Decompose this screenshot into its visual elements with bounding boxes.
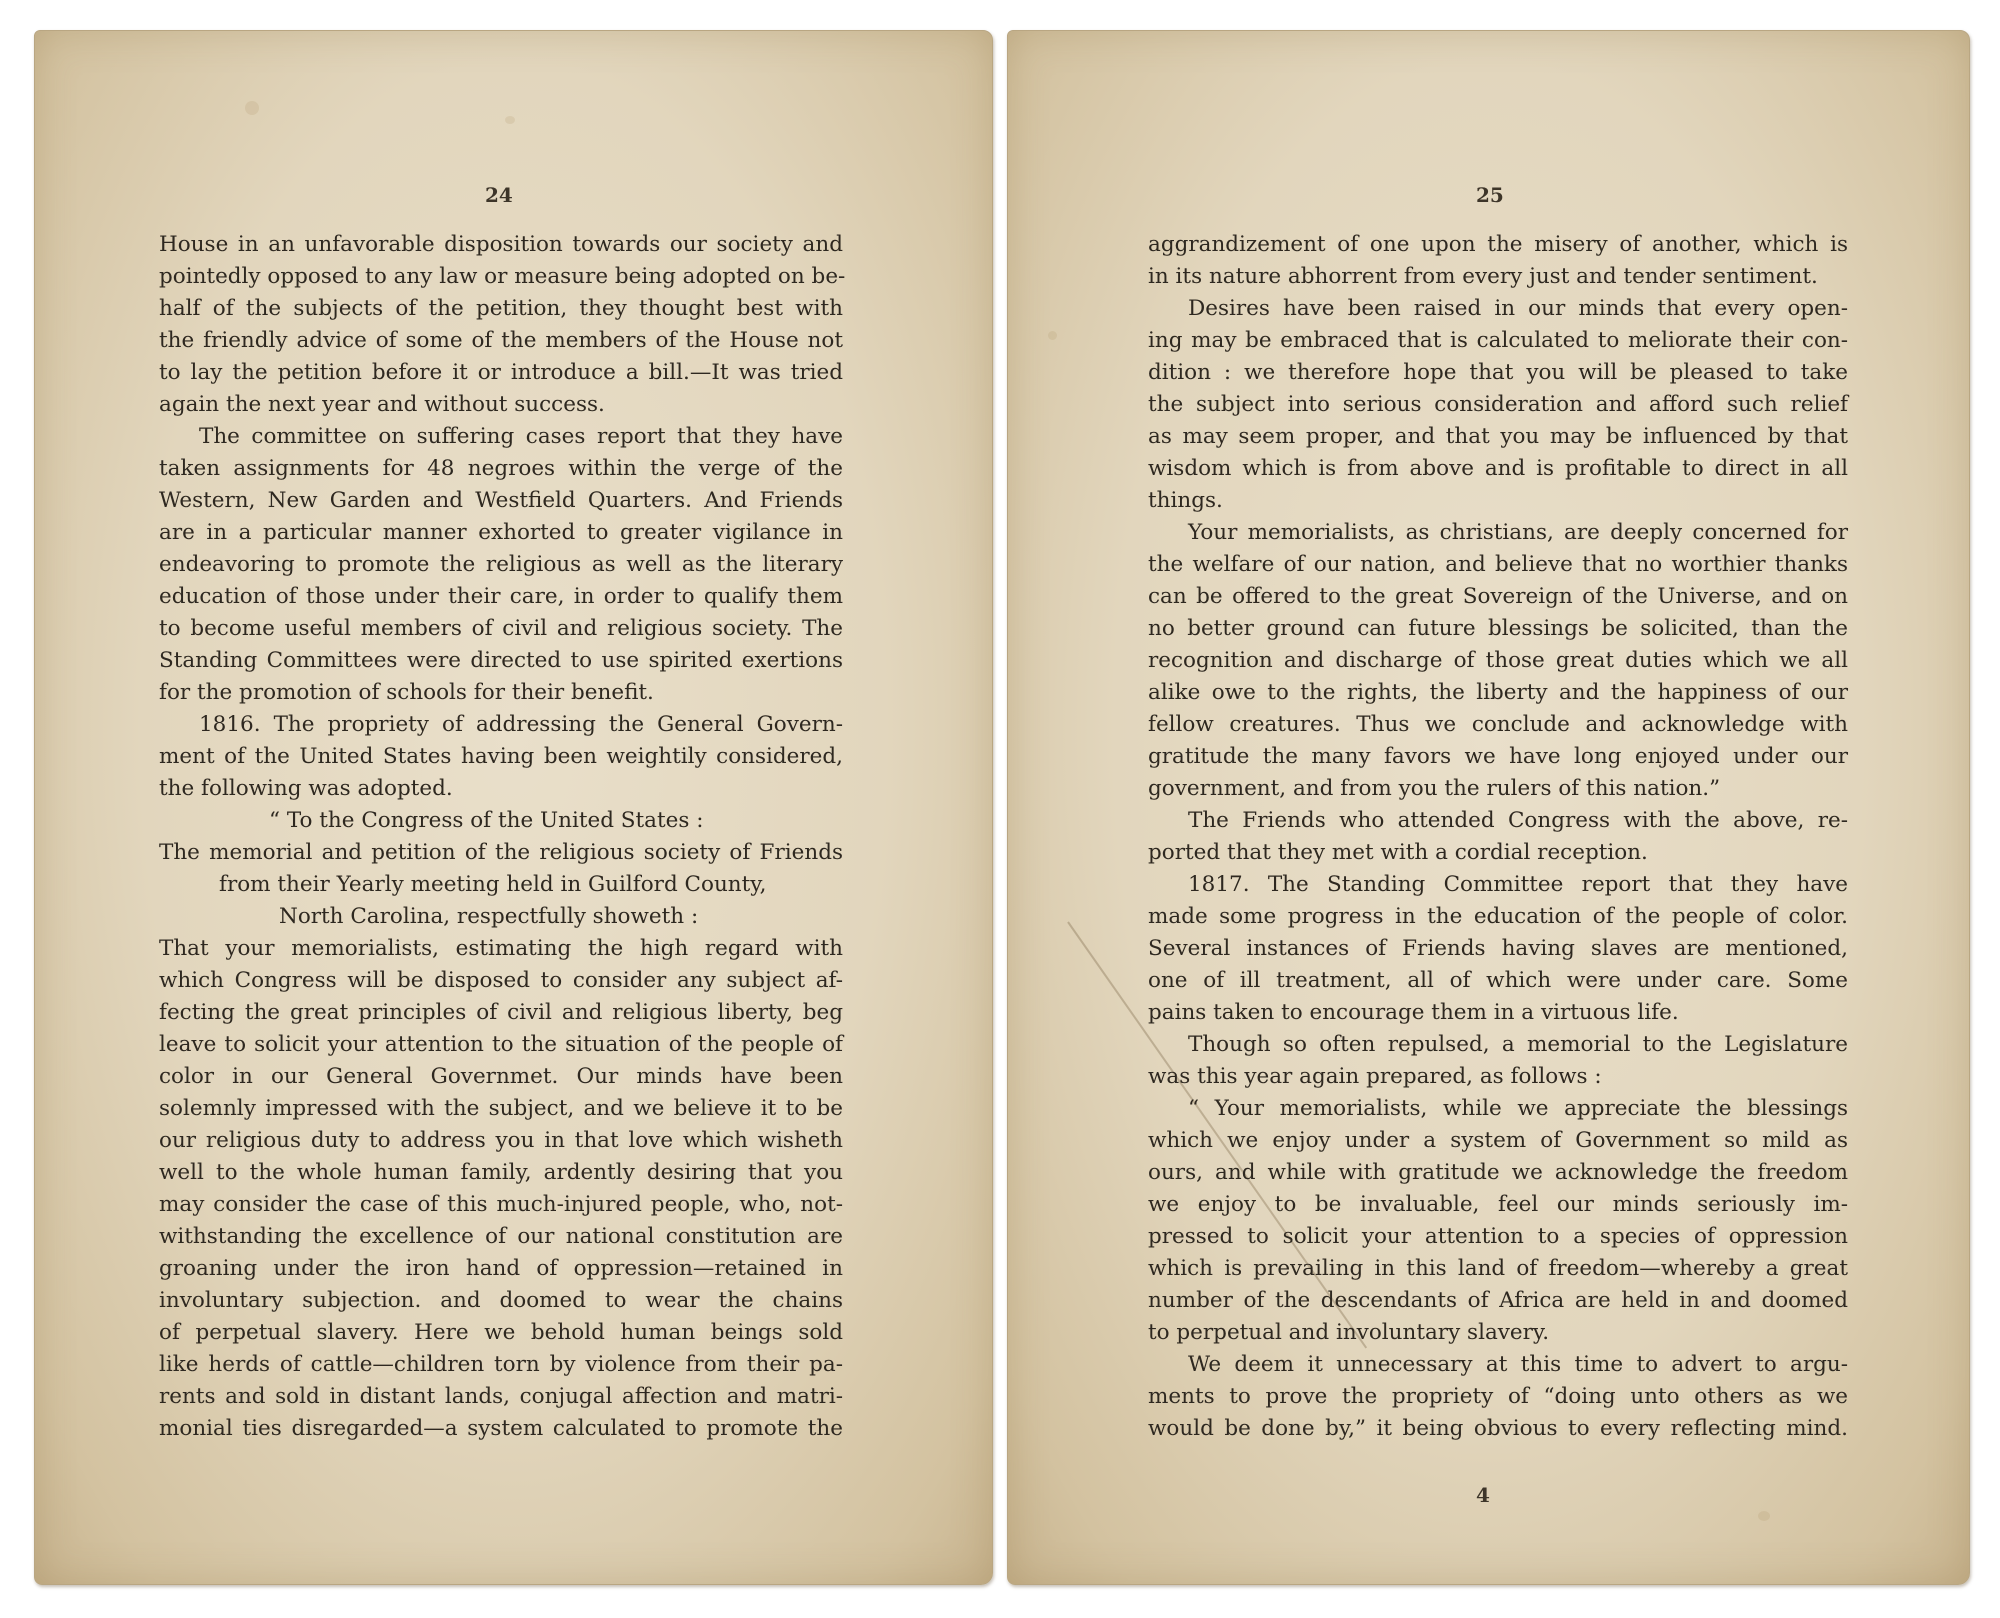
text-line: well to the whole human family, ardently desiring that you: [159, 1160, 843, 1185]
paper-stain: [1048, 331, 1057, 340]
text-line: Though so often repulsed, a memorial to the Legislature: [1188, 1032, 1848, 1057]
paper-stain: [1758, 1511, 1770, 1521]
text-line: Standing Committees were directed to use spirited exertions: [159, 648, 843, 673]
text-line: color in our General Governmet. Our minds have been: [159, 1064, 843, 1089]
text-line: was this year again prepared, as follows :: [1148, 1064, 1602, 1089]
text-line: monial ties disregarded—a system calculated to promote the: [159, 1416, 843, 1441]
text-line: House in an unfavorable disposition towards our society and: [159, 232, 843, 257]
text-line: to perpetual and involuntary slavery.: [1148, 1320, 1550, 1345]
text-line: taken assignments for 48 negroes within the verge of the: [159, 456, 843, 481]
text-line: we enjoy to be invaluable, feel our minds seriously im-: [1148, 1192, 1848, 1217]
text-line: of perpetual slavery. Here we behold human beings sold: [159, 1320, 843, 1345]
text-line: pains taken to encourage them in a virtuous life.: [1148, 1000, 1679, 1025]
text-line: the friendly advice of some of the members of the House not: [159, 328, 843, 353]
text-line: one of ill treatment, all of which were under care. Some: [1148, 968, 1848, 993]
text-line: Western, New Garden and Westfield Quarters. And Friends: [159, 488, 843, 513]
text-line: leave to solicit your attention to the situation of the people of: [159, 1032, 843, 1057]
right-page: [1007, 30, 1970, 1585]
text-line: Your memorialists, as christians, are deeply concerned for: [1188, 520, 1848, 545]
text-line: from their Yearly meeting held in Guilford County,: [219, 872, 767, 897]
text-line: which Congress will be disposed to consider any subject af-: [159, 968, 843, 993]
text-line: endeavoring to promote the religious as well as the literary: [159, 552, 843, 577]
text-line: which is prevailing in this land of freedom—whereby a great: [1148, 1256, 1848, 1281]
text-line: The Friends who attended Congress with the above, re-: [1188, 808, 1848, 833]
text-line: “ To the Congress of the United States :: [269, 808, 704, 833]
text-line: fecting the great principles of civil and religious liberty, beg: [159, 1000, 843, 1025]
paper-stain: [245, 101, 259, 115]
text-line: the subject into serious consideration and afford such relief: [1148, 392, 1848, 417]
text-line: groaning under the iron hand of oppression—retained in: [159, 1256, 843, 1281]
page-number: 25: [1476, 183, 1504, 207]
text-line: Several instances of Friends having slaves are mentioned,: [1148, 936, 1848, 961]
text-line: government, and from you the rulers of this nation.”: [1148, 776, 1721, 801]
text-line: The memorial and petition of the religious society of Friends: [159, 840, 843, 865]
text-line: pointedly opposed to any law or measure being adopted on be-: [159, 264, 846, 289]
text-line: to become useful members of civil and religious society. The: [159, 616, 843, 641]
text-line: to lay the petition before it or introduce a bill.—It was tried: [159, 360, 843, 385]
text-line: The committee on suffering cases report that they have: [199, 424, 843, 449]
text-line: no better ground can future blessings be solicited, than the: [1148, 616, 1848, 641]
text-line: for the promotion of schools for their benefit.: [159, 680, 654, 705]
text-line: number of the descendants of Africa are held in and doomed: [1148, 1288, 1848, 1313]
text-line: ours, and while with gratitude we acknowledge the freedom: [1148, 1160, 1848, 1185]
text-line: the welfare of our nation, and believe that no worthier thanks: [1148, 552, 1848, 577]
text-line: half of the subjects of the petition, they thought best with: [159, 296, 843, 321]
text-line: ment of the United States having been weightily considered,: [159, 744, 843, 769]
paper-stain: [505, 116, 515, 124]
text-line: alike owe to the rights, the liberty and the happiness of our: [1148, 680, 1848, 705]
text-line: Desires have been raised in our minds that every open-: [1188, 296, 1848, 321]
text-line: our religious duty to address you in that love which wisheth: [159, 1128, 843, 1153]
text-line: made some progress in the education of the people of color.: [1148, 904, 1848, 929]
text-line: ing may be embraced that is calculated to meliorate their con-: [1148, 328, 1848, 353]
text-line: ments to prove the propriety of “doing unto others as we: [1148, 1384, 1848, 1409]
page-text-block: [1148, 229, 1848, 1445]
signature-mark: 4: [1476, 1483, 1490, 1507]
text-line: again the next year and without success.: [159, 392, 605, 417]
text-line: 1816. The propriety of addressing the General Govern-: [199, 712, 843, 737]
text-line: pressed to solicit your attention to a species of oppression: [1148, 1224, 1848, 1249]
text-line: aggrandizement of one upon the misery of another, which is: [1148, 232, 1848, 257]
text-line: fellow creatures. Thus we conclude and acknowledge with: [1148, 712, 1848, 737]
text-line: like herds of cattle—children torn by violence from their pa-: [159, 1352, 843, 1377]
text-line: are in a particular manner exhorted to greater vigilance in: [159, 520, 843, 545]
text-line: dition : we therefore hope that you will be pleased to take: [1148, 360, 1848, 385]
text-line: gratitude the many favors we have long enjoyed under our: [1148, 744, 1848, 769]
text-line: 1817. The Standing Committee report that they have: [1188, 872, 1848, 897]
text-line: would be done by,” it being obvious to every reflecting mind.: [1148, 1416, 1848, 1441]
text-line: may consider the case of this much-injured people, who, not-: [159, 1192, 843, 1217]
text-line: We deem it unnecessary at this time to advert to argu-: [1188, 1352, 1848, 1377]
text-line: can be offered to the great Sovereign of the Universe, and on: [1148, 584, 1848, 609]
text-line: involuntary subjection. and doomed to wear the chains: [159, 1288, 843, 1313]
text-line: withstanding the excellence of our national constitution are: [159, 1224, 843, 1249]
text-line: solemnly impressed with the subject, and we believe it to be: [159, 1096, 843, 1121]
text-line: education of those under their care, in order to qualify them: [159, 584, 843, 609]
text-line: as may seem proper, and that you may be influenced by that: [1148, 424, 1848, 449]
page-text-block: [159, 229, 846, 1445]
text-line: North Carolina, respectfully showeth :: [279, 904, 699, 929]
text-line: wisdom which is from above and is profitable to direct in all: [1148, 456, 1848, 481]
text-line: the following was adopted.: [159, 776, 453, 801]
text-line: things.: [1148, 488, 1223, 513]
page-number: 24: [485, 183, 513, 207]
left-page: [34, 30, 993, 1585]
text-line: ported that they met with a cordial reception.: [1148, 840, 1648, 865]
text-line: in its nature abhorrent from every just and tender sentiment.: [1148, 264, 1818, 289]
text-line: That your memorialists, estimating the high regard with: [159, 936, 843, 961]
text-line: “ Your memorialists, while we appreciate the blessings: [1188, 1096, 1848, 1121]
text-line: which we enjoy under a system of Government so mild as: [1148, 1128, 1848, 1153]
text-line: rents and sold in distant lands, conjugal affection and matri-: [159, 1384, 843, 1409]
text-line: recognition and discharge of those great duties which we all: [1148, 648, 1848, 673]
